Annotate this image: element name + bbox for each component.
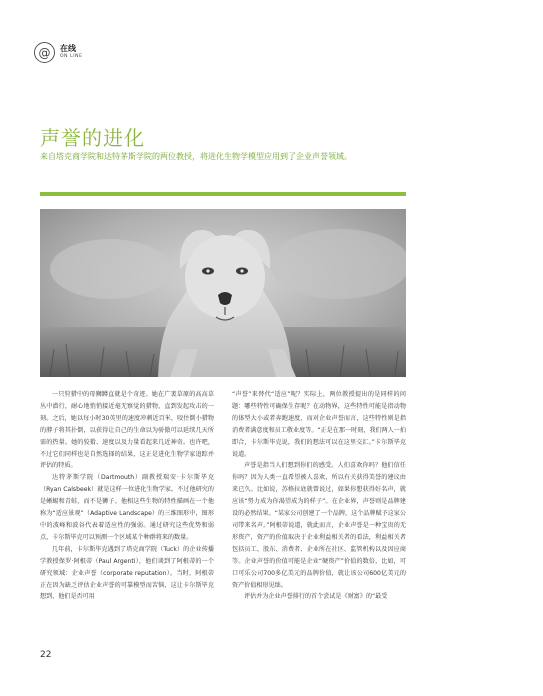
section-header [34,42,83,63]
section-label-en: ON LINE [60,54,83,60]
article-subtitle: 来自塔克商学院和达特茅斯学院的两位教授，将进化生物学模型应用到了企业声誉领域。 [40,152,352,161]
paragraph: 一只狩猎中的母狮蹲直就是个奇迹。她在广袤草原的高高草丛中潜行，耐心地悄悄接近毫无察觉的猎物，直到发起攻击的一刻。之后，她以每小时30英里的速度冲刺近百米，咬住倒小猎物的脖子将其扑倒，以获得让自己的生命以为骄傲可以延续几天所需的热量。她的狡猾、速度以及力量看起来几近神奇。也许吧，不过它们同样也是自然选择的结果，这正是进化生物学家追踪并评估的特质。 [40,391,214,470]
paragraph: 评估并为企业声誉排行的首个尝试是《财富》的“最受 [244,593,388,601]
section-label [60,45,83,60]
article-column-left [40,389,214,603]
lioness-photo [40,209,406,377]
paragraph: 几年前，卡尔斯毕克遇到了塔克商学院（Tuck）的企业传播学教授保罗·阿根蒂（Paul Argenti），他们谈到了阿根蒂的一个研究领域：企业声誉（corporate reputation）。当时，阿根蒂正在因为缺乏评估企业声誉的可靠模型而苦恼，这让卡尔斯毕克想到，他们是否可用 [40,545,214,601]
article-column-right [232,389,406,603]
page-number: 22 [40,650,52,660]
paragraph: 达特茅斯学院（Dartmouth）副教授瑞安·卡尔斯毕克（Ryan Calsbeek）就是这样一位进化生物学家。不过他研究的是蜥蜴和青蛙，而不是狮子。他相这些生物的特性描画在一个他称为“适应景观”（Adaptive Landscape）的三维图形中，图形中的波峰和波谷代表着适应性的强弱。通过研究这些优势和弱点，卡尔斯毕克可以预测一个区域某个种群将来的数量。 [40,474,214,541]
paragraph: 声誉是指当人们想到你们的感受。人们喜欢你吗？他们信任你吗？因为人类一直希望被人喜欢，所以有关获得美誉的建议由来已久。比如说，苏格拉底就曾说过，如果你想获得好名声，就应该“努力成为你渴望成为的样子”。在企业界，声誉则是品牌建设的必然结果。“某家公司创建了一个品牌，这个品牌赋予这家公司带来名声。”阿根蒂说道，就此而言，企业声誉是一种宝贵的无形资产，资产的价值取决于企业利益相关者的看法，利益相关者包括员工、股东、消费者、企业所在社区、监管机构以及因应商等。企业声誉的价值可能是企业“硬资产”价值的数倍，比如，可口可乐公司700多亿美元的品牌价值，就让该公司600亿美元的资产价值相形见绌。 [232,462,406,589]
accent-divider [40,192,406,196]
paragraph: “声誉”来替代“适应”呢？实际上，两位教授提出的是同样的问题：哪些特性可确保生存呢？在动物界，这些特性可能是指动物的体型大小或者奔跑速度，而对企业声誉而言，这些特性则是指消费者满意度和员工敬业度等。“正是在那一时刻，我们两人一拍即合，卡尔斯毕克说，我们的想法可以在这里交汇。”卡尔斯毕克说道。 [232,391,406,458]
article-title: 声誉的进化 [40,126,145,150]
lioness-illustration [40,209,406,377]
section-label-cn: 在线 [60,44,76,54]
at-sign-icon: @ [34,42,55,63]
